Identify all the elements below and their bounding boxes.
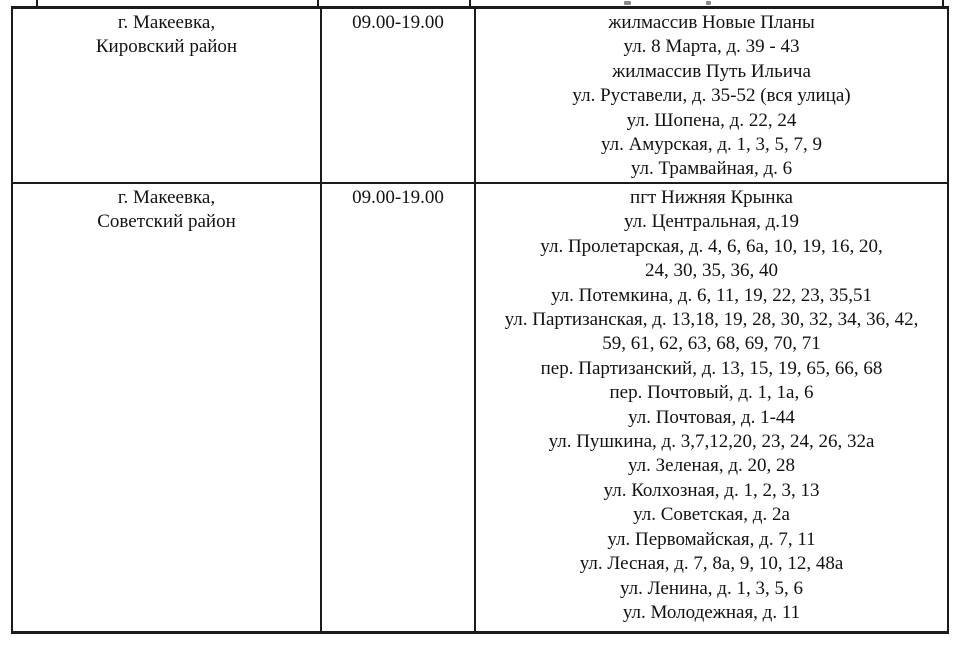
address-line: ул. Пролетарская, д. 4, 6, 6а, 10, 19, 16, 20, bbox=[540, 235, 883, 257]
location-line: Кировский район bbox=[95, 36, 238, 58]
address-line: ул. Пушкина, д. 3,7,12,20, 23, 24, 26, 32а bbox=[548, 431, 875, 453]
location-line: Советский район bbox=[97, 211, 236, 233]
address-line: жилмассив Путь Ильича bbox=[612, 60, 811, 82]
address-line: ул. Шопена, д. 22, 24 bbox=[626, 109, 797, 131]
outage-schedule-table bbox=[11, 6, 949, 634]
address-line: ул. Центральная, д.19 bbox=[623, 211, 799, 233]
address-line: ул. Амурская, д. 1, 3, 5, 7, 9 bbox=[600, 134, 823, 156]
address-line: ул. Молодежная, д. 11 bbox=[622, 601, 801, 623]
address-line: пер. Почтовый, д. 1, 1а, 6 bbox=[609, 382, 814, 404]
address-line: 59, 61, 62, 63, 68, 69, 70, 71 bbox=[602, 333, 821, 355]
hours-text: 09.00-19.00 bbox=[352, 12, 444, 33]
table-row-kirovsky-district bbox=[13, 9, 947, 182]
address-line: жилмассив Новые Планы bbox=[608, 12, 815, 33]
address-line: ул. Колхозная, д. 1, 2, 3, 13 bbox=[603, 479, 820, 501]
address-line: ул. Партизанская, д. 13,18, 19, 28, 30, 32, 34, 36, 42, bbox=[504, 309, 919, 331]
location-line: г. Макеевка, bbox=[117, 12, 216, 33]
address-line: ул. 8 Марта, д. 39 - 43 bbox=[623, 36, 800, 58]
address-line: ул. Трамвайная, д. 6 bbox=[630, 158, 793, 180]
hours-text: 09.00-19.00 bbox=[352, 187, 444, 208]
address-line: ул. Лесная, д. 7, 8а, 9, 10, 12, 48а bbox=[579, 553, 844, 575]
location-line: г. Макеевка, bbox=[117, 187, 216, 208]
address-line: ул. Первомайская, д. 7, 11 bbox=[607, 528, 816, 550]
address-line: 24, 30, 35, 36, 40 bbox=[645, 260, 778, 282]
location-cell bbox=[13, 184, 320, 631]
table-row-sovetsky-district bbox=[13, 182, 947, 631]
location-cell bbox=[13, 9, 320, 182]
address-line: ул. Почтовая, д. 1-44 bbox=[628, 406, 795, 428]
address-line: ул. Руставели, д. 35-52 (вся улица) bbox=[572, 85, 851, 107]
address-line: ул. Советская, д. 2а bbox=[633, 504, 790, 526]
cut-off-text-remnant bbox=[624, 1, 631, 5]
address-line: пер. Партизанский, д. 13, 15, 19, 65, 66, 68 bbox=[540, 357, 883, 379]
addresses-cell bbox=[476, 184, 947, 631]
address-line: ул. Ленина, д. 1, 3, 5, 6 bbox=[620, 577, 803, 599]
hours-cell bbox=[320, 184, 476, 631]
hours-cell bbox=[320, 9, 476, 182]
address-line: ул. Зеленая, д. 20, 28 bbox=[627, 455, 796, 477]
addresses-cell bbox=[476, 9, 947, 182]
address-line: ул. Потемкина, д. 6, 11, 19, 22, 23, 35,51 bbox=[550, 284, 873, 306]
address-line: пгт Нижняя Крынка bbox=[630, 187, 793, 208]
cut-off-text-remnant bbox=[706, 1, 711, 5]
